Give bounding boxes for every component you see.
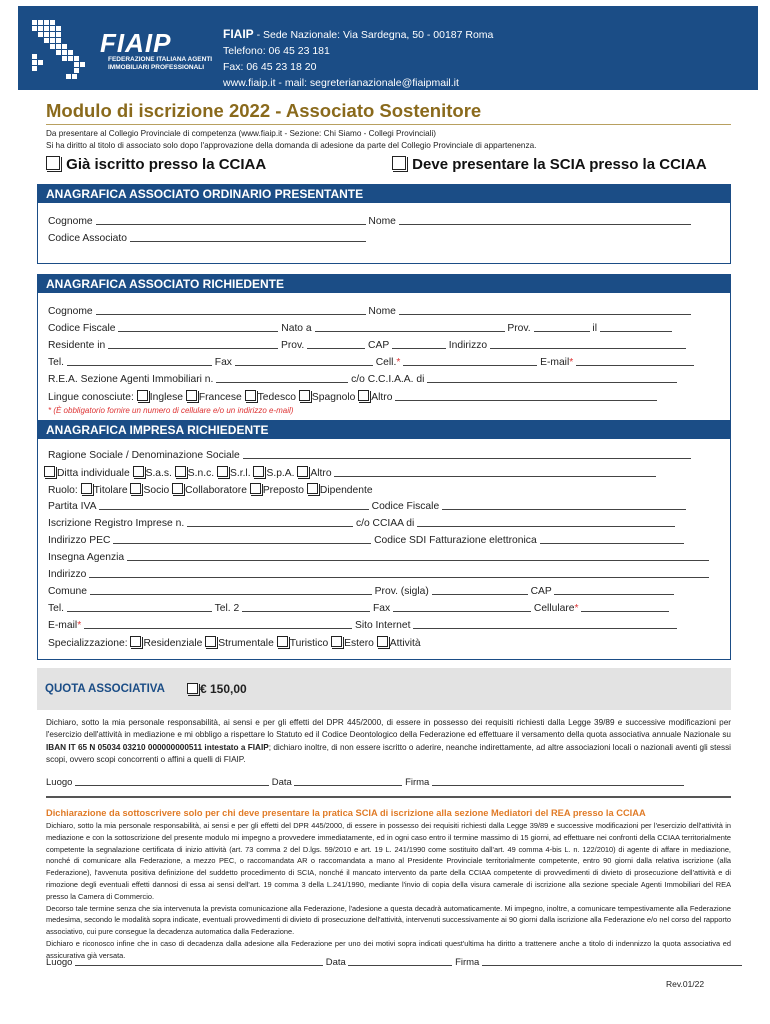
- prov-res-field[interactable]: [307, 339, 365, 349]
- insegna-field[interactable]: [127, 551, 709, 561]
- row-ragione-sociale: [48, 449, 691, 461]
- cellulare-field[interactable]: [581, 602, 669, 612]
- label-tel2: Tel. 2: [214, 603, 240, 614]
- checkbox-icon[interactable]: [358, 390, 369, 401]
- tel2-field[interactable]: [242, 602, 370, 612]
- lang-inglese: Inglese: [149, 392, 183, 403]
- label-tel: Tel.: [48, 603, 65, 614]
- scia-signature-row: [46, 956, 742, 968]
- tipo-spa: S.p.A.: [266, 468, 295, 479]
- label-indirizzo: Indirizzo: [48, 569, 87, 580]
- partita-iva-field[interactable]: [99, 500, 369, 510]
- intro-line-1: Da presentare al Collegio Provinciale di competenza (www.fiaip.it - Sezione: Chi Siamo - Collegi Provinciali): [46, 129, 436, 138]
- label-codice-fiscale: Codice Fiscale: [371, 501, 440, 512]
- prov-sigla-field[interactable]: [432, 585, 528, 595]
- row-indirizzo: [48, 568, 709, 580]
- sdi-field[interactable]: [540, 534, 684, 544]
- row-codice-fiscale: [48, 322, 672, 334]
- label-prov: Prov.: [507, 323, 531, 334]
- header-phone: Telefono: 06 45 23 181: [223, 45, 330, 57]
- label-rea: R.E.A. Sezione Agenti Immobiliari n.: [48, 374, 214, 385]
- declaration-text: [46, 717, 731, 766]
- row-pec: [48, 534, 684, 546]
- ragione-field[interactable]: [243, 449, 691, 459]
- tipo-srl: S.r.l.: [229, 468, 251, 479]
- label-luogo: Luogo: [46, 957, 73, 968]
- fiaip-logo-text: FIAIP: [100, 28, 172, 58]
- quota-box: [37, 668, 731, 710]
- row-forma-giuridica: [44, 466, 656, 479]
- label-data: Data: [271, 777, 292, 788]
- italy-map-logo-icon: [30, 18, 92, 82]
- checkbox-icon[interactable]: [46, 156, 60, 170]
- label-cognome: Cognome: [48, 306, 93, 317]
- label-lingue: Lingue conosciute:: [48, 392, 134, 403]
- comune-field[interactable]: [90, 585, 372, 595]
- header-contact-info: [223, 26, 493, 91]
- spec-strumentale: Strumentale: [218, 638, 274, 649]
- option-scia-label: Deve presentare la SCIA presso la CCIAA: [412, 156, 707, 173]
- ruolo-preposto: Preposto: [262, 485, 305, 496]
- label-cognome: Cognome: [48, 216, 93, 227]
- ruolo-titolare: Titolare: [93, 485, 128, 496]
- label-data: Data: [325, 957, 346, 968]
- checkbox-icon[interactable]: [377, 636, 388, 647]
- row-email-sito: [48, 619, 677, 631]
- cognome-field[interactable]: [96, 305, 366, 315]
- label-ragione: Ragione Sociale / Denominazione Sociale: [48, 450, 240, 461]
- luogo-field[interactable]: [75, 956, 323, 966]
- checkbox-icon[interactable]: [299, 390, 310, 401]
- tel-field[interactable]: [67, 602, 212, 612]
- option-scia[interactable]: [392, 156, 707, 173]
- tipo-altro: Altro: [310, 468, 332, 479]
- altra-lingua-field[interactable]: [395, 391, 657, 401]
- row-residenza: [48, 339, 686, 351]
- scia-text: [46, 820, 731, 962]
- nome-field[interactable]: [399, 215, 691, 225]
- scia-paragraph-1: Dichiaro, sotto la mia personale responsabilità, ai sensi e per gli effetti del DPR 445/2000, di essere in possesso dei requisiti richiesti dalla Legge 39/89 e successive modificazioni per l'esercizio dell'attività in mediazione e con la sottoscrizione del presente modulo mi impegno a provvedere immediatamente, ed in ogni caso entro il termine massimo di 15 giorni, ad effettuare nei confronti della CCIAA territorialmente competente la segnalazione certificata di inizio attività (art. 73 comma 2 del D.lgs. 59/2010 e art. 19 L. 241/1990 come sostituito dall'art. 49 comma 4-bis L. n. 122/2010) di agente di affare in mediazione, nonché di comunicare alla Federazione, a mezzo PEC, o raccomandata AR o raccomandata a mano al Presidente Provinciale territorialmente competente, entro 90 giorni dalla relativa iscrizione (alla Federazione), l'avvenuta positiva definizione del suddetto procedimento di SCIA, nonché il mancato intervento da parte della CCIAA competente di provvedimenti di divieto di prosecuzione dell'attività e di rimozione degli eventuali effetti dannosi di essa ai sensi dell'art. 19 comma 3 della L.241/1990, mediante l'invio di copia della visura camerale di iscrizione alla sezione speciale Agenti Immobiliari del REA presso la Camera di Commercio.: [46, 821, 731, 901]
- tipo-ditta: Ditta individuale: [57, 468, 130, 479]
- declaration-iban: IBAN IT 65 N 05034 03210 000000000511 intestato a FIAIP: [46, 742, 269, 752]
- option-iscritto[interactable]: [46, 156, 266, 173]
- quota-option[interactable]: [187, 682, 247, 696]
- label-email: E-mail: [48, 620, 78, 631]
- label-indirizzo: Indirizzo: [448, 340, 488, 351]
- label-firma: Firma: [455, 957, 480, 968]
- ruolo-dipendente: Dipendente: [319, 485, 373, 496]
- header-address: - Sede Nazionale: Via Sardegna, 50 - 00187 Roma: [253, 29, 494, 41]
- tel-field[interactable]: [67, 356, 212, 366]
- row-cognome-nome: [48, 305, 691, 317]
- intro-line-2: Si ha diritto al titolo di associato solo dopo l'approvazione della domanda di adesione da parte del Collegio Provinciale di appartenenza.: [46, 141, 537, 150]
- fax-field[interactable]: [235, 356, 373, 366]
- label-comune: Comune: [48, 586, 87, 597]
- label-partita-iva: Partita IVA: [48, 501, 96, 512]
- lang-spagnolo: Spagnolo: [311, 392, 356, 403]
- cciaa-field[interactable]: [427, 373, 677, 383]
- label-cciaa: c/o C.C.I.A.A. di: [351, 374, 425, 385]
- fax-field[interactable]: [393, 602, 531, 612]
- fiaip-logo-subtitle: FEDERAZIONE ITALIANA AGENTI IMMOBILIARI PROFESSIONALI: [108, 56, 213, 71]
- label-luogo: Luogo: [46, 777, 73, 788]
- sito-field[interactable]: [413, 619, 677, 629]
- checkbox-icon[interactable]: [307, 483, 318, 494]
- label-prov-res: Prov.: [281, 340, 305, 351]
- title-divider: [46, 124, 731, 125]
- label-nome: Nome: [368, 306, 396, 317]
- header-org: FIAIP: [223, 27, 254, 41]
- spec-turistico: Turistico: [289, 638, 329, 649]
- firma-field[interactable]: [432, 776, 684, 786]
- page-title: Modulo di iscrizione 2022 - Associato Sostenitore: [46, 100, 482, 121]
- row-lingue: [48, 390, 657, 403]
- scia-paragraph-2: Decorso tale termine senza che sia intervenuta la prevista comunicazione alla Federazione, l'adesione a questa decadrà automaticamente. Mi impegno, inoltre, a comunicare tempestivamente alla Federazione medesima, secondo le modalità sopra indicate, eventuali provvedimenti di divieto di prosecuzione dell'attività, intervenuti successivamente ai 90 giorni dalla iscrizione alla Federazione e/o nel corso del rapporto associativo, cui pure consegue la decadenza automatica dalla Federazione.: [46, 903, 731, 937]
- row-partita-iva: [48, 500, 686, 512]
- row-contatti: [48, 356, 694, 368]
- scia-title: Dichiarazione da sottoscrivere solo per chi deve presentare la pratica SCIA di iscrizione alla sezione Mediatori del REA presso la CCIAA: [46, 808, 646, 818]
- checkbox-icon[interactable]: [297, 466, 308, 477]
- declaration-part-2: ; dichiaro inoltre, di non essere iscritto o aderire, neanche indirettamente, ad altre associazioni locali o nazionali aventi gli stessi scopi, ovvero scopi concorrenti o affini a quelli di FIAIP.: [46, 742, 731, 764]
- cell-field[interactable]: [403, 356, 537, 366]
- checkbox-icon[interactable]: [187, 683, 198, 694]
- cap-field[interactable]: [392, 339, 446, 349]
- pec-field[interactable]: [113, 534, 371, 544]
- checkbox-icon[interactable]: [217, 466, 228, 477]
- row-telefoni: [48, 602, 669, 614]
- label-codice-fiscale: Codice Fiscale: [48, 323, 116, 334]
- cap-field[interactable]: [554, 585, 674, 595]
- required-mark: *: [574, 603, 579, 614]
- row-registro: [48, 517, 675, 529]
- codice-fiscale-field[interactable]: [442, 500, 686, 510]
- checkbox-icon[interactable]: [175, 466, 186, 477]
- scia-paragraph-3: Dichiaro e riconosco infine che in caso di decadenza dalla adesione alla Federazione per uno dei motivi sopra indicati quest'ultima ha diritto a trattenere anche a titolo di indennizzo la quota associativa ed assicurativa già versata.: [46, 938, 731, 960]
- checkbox-icon[interactable]: [130, 483, 141, 494]
- label-sdi: Codice SDI Fatturazione elettronica: [374, 535, 537, 546]
- label-residente-in: Residente in: [48, 340, 106, 351]
- codice-associato-field[interactable]: [130, 232, 366, 242]
- section-richiedente-title: ANAGRAFICA ASSOCIATO RICHIEDENTE: [38, 275, 730, 293]
- checkbox-icon[interactable]: [277, 636, 288, 647]
- ruolo-collaboratore: Collaboratore: [185, 485, 247, 496]
- label-nome: Nome: [368, 216, 396, 227]
- signature-row: [46, 776, 684, 788]
- header-web[interactable]: www.fiaip.it - mail: segreterianazionale@fiaipmail.it: [223, 77, 459, 89]
- spec-attivita: Attività: [389, 638, 421, 649]
- firma-field[interactable]: [482, 956, 742, 966]
- label-specializzazione: Specializzazione:: [48, 638, 128, 649]
- lang-tedesco: Tedesco: [257, 392, 297, 403]
- label-registro: Iscrizione Registro Imprese n.: [48, 518, 185, 529]
- row-rea: [48, 373, 677, 385]
- label-pec: Indirizzo PEC: [48, 535, 111, 546]
- section-presentante-title: ANAGRAFICA ASSOCIATO ORDINARIO PRESENTANTE: [38, 185, 730, 203]
- row-specializzazione: [48, 636, 421, 649]
- row-codice-associato: [48, 232, 366, 244]
- ruolo-socio: Socio: [143, 485, 170, 496]
- luogo-field[interactable]: [75, 776, 269, 786]
- revision-label: Rev.01/22: [666, 979, 705, 989]
- data-field[interactable]: [294, 776, 402, 786]
- registro-field[interactable]: [187, 517, 353, 527]
- row-comune: [48, 585, 674, 597]
- checkbox-icon[interactable]: [81, 483, 92, 494]
- label-ruolo: Ruolo:: [48, 485, 78, 496]
- section-divider: [46, 796, 731, 798]
- label-nato-a: Nato a: [281, 323, 312, 334]
- checkbox-icon[interactable]: [245, 390, 256, 401]
- indirizzo-field[interactable]: [490, 339, 686, 349]
- prov-field[interactable]: [534, 322, 590, 332]
- label-firma: Firma: [405, 777, 430, 788]
- tipo-sas: S.a.s.: [145, 468, 172, 479]
- section-richiedente: [37, 274, 731, 422]
- cciaa-field[interactable]: [417, 517, 675, 527]
- checkbox-icon[interactable]: [205, 636, 216, 647]
- email-field[interactable]: [84, 619, 352, 629]
- nome-field[interactable]: [399, 305, 691, 315]
- required-mark: *: [569, 357, 574, 368]
- label-il: il: [592, 323, 597, 334]
- row-cognome-nome: [48, 215, 691, 227]
- label-prov-sigla: Prov. (sigla): [374, 586, 429, 597]
- indirizzo-field[interactable]: [89, 568, 709, 578]
- lang-francese: Francese: [198, 392, 242, 403]
- required-note: * (È obbligatorio fornire un numero di cellulare e/o un indirizzo e-mail): [48, 406, 294, 415]
- row-insegna: [48, 551, 709, 563]
- quota-label: QUOTA ASSOCIATIVA: [45, 683, 165, 695]
- label-tel: Tel.: [48, 357, 65, 368]
- declaration-part-1: Dichiaro, sotto la mia personale responsabilità, ai sensi e per gli effetti del DPR 445/2000, di essere in possesso dei requisiti richiesti dalla Legge 39/89 e successive modificazioni per l'esercizio dell'attività in mediazione e mi obbligo a rispettare lo Statuto ed il Codice Deontologico della Federazione ed effettuare il versamento della quota associativa annuale Nazionale su: [46, 718, 731, 740]
- header-banner: [18, 6, 758, 90]
- checkbox-icon[interactable]: [392, 156, 406, 170]
- codice-fiscale-field[interactable]: [118, 322, 278, 332]
- nato-a-field[interactable]: [315, 322, 505, 332]
- tipo-altro-field[interactable]: [334, 467, 656, 477]
- label-fax: Fax: [214, 357, 232, 368]
- intro-text: [46, 128, 536, 152]
- label-codice-associato: Codice Associato: [48, 233, 127, 244]
- required-mark: *: [396, 357, 401, 368]
- spec-estero: Estero: [344, 638, 374, 649]
- checkbox-icon[interactable]: [130, 636, 141, 647]
- header-fax: Fax: 06 45 23 18 20: [223, 61, 317, 73]
- label-cap: CAP: [530, 586, 552, 597]
- data-field[interactable]: [348, 956, 452, 966]
- cognome-field[interactable]: [96, 215, 366, 225]
- label-insegna: Insegna Agenzia: [48, 552, 125, 563]
- checkbox-icon[interactable]: [44, 466, 55, 477]
- label-cciaa: c/o CCIAA di: [355, 518, 415, 529]
- spec-residenziale: Residenziale: [143, 638, 203, 649]
- label-sito: Sito Internet: [354, 620, 411, 631]
- checkbox-icon[interactable]: [186, 390, 197, 401]
- section-impresa-title: ANAGRAFICA IMPRESA RICHIEDENTE: [38, 421, 730, 439]
- checkbox-icon[interactable]: [250, 483, 261, 494]
- row-ruolo: [48, 483, 373, 496]
- section-presentante: [37, 184, 731, 264]
- option-iscritto-label: Già iscritto presso la CCIAA: [66, 156, 267, 173]
- tipo-snc: S.n.c.: [187, 468, 215, 479]
- residente-field[interactable]: [108, 339, 278, 349]
- required-mark: *: [77, 620, 82, 631]
- checkbox-icon[interactable]: [172, 483, 183, 494]
- checkbox-icon[interactable]: [133, 466, 144, 477]
- checkbox-icon[interactable]: [331, 636, 342, 647]
- label-cell: Cell.: [375, 357, 397, 368]
- rea-field[interactable]: [216, 373, 348, 383]
- lang-altro: Altro: [371, 392, 393, 403]
- checkbox-icon[interactable]: [137, 390, 148, 401]
- section-impresa: [37, 420, 731, 660]
- label-email: E-mail: [540, 357, 570, 368]
- label-cellulare: Cellulare: [533, 603, 575, 614]
- checkbox-icon[interactable]: [253, 466, 264, 477]
- quota-amount: € 150,00: [200, 682, 247, 696]
- label-fax: Fax: [372, 603, 391, 614]
- data-nascita-field[interactable]: [600, 322, 672, 332]
- email-field[interactable]: [576, 356, 694, 366]
- label-cap: CAP: [368, 340, 390, 351]
